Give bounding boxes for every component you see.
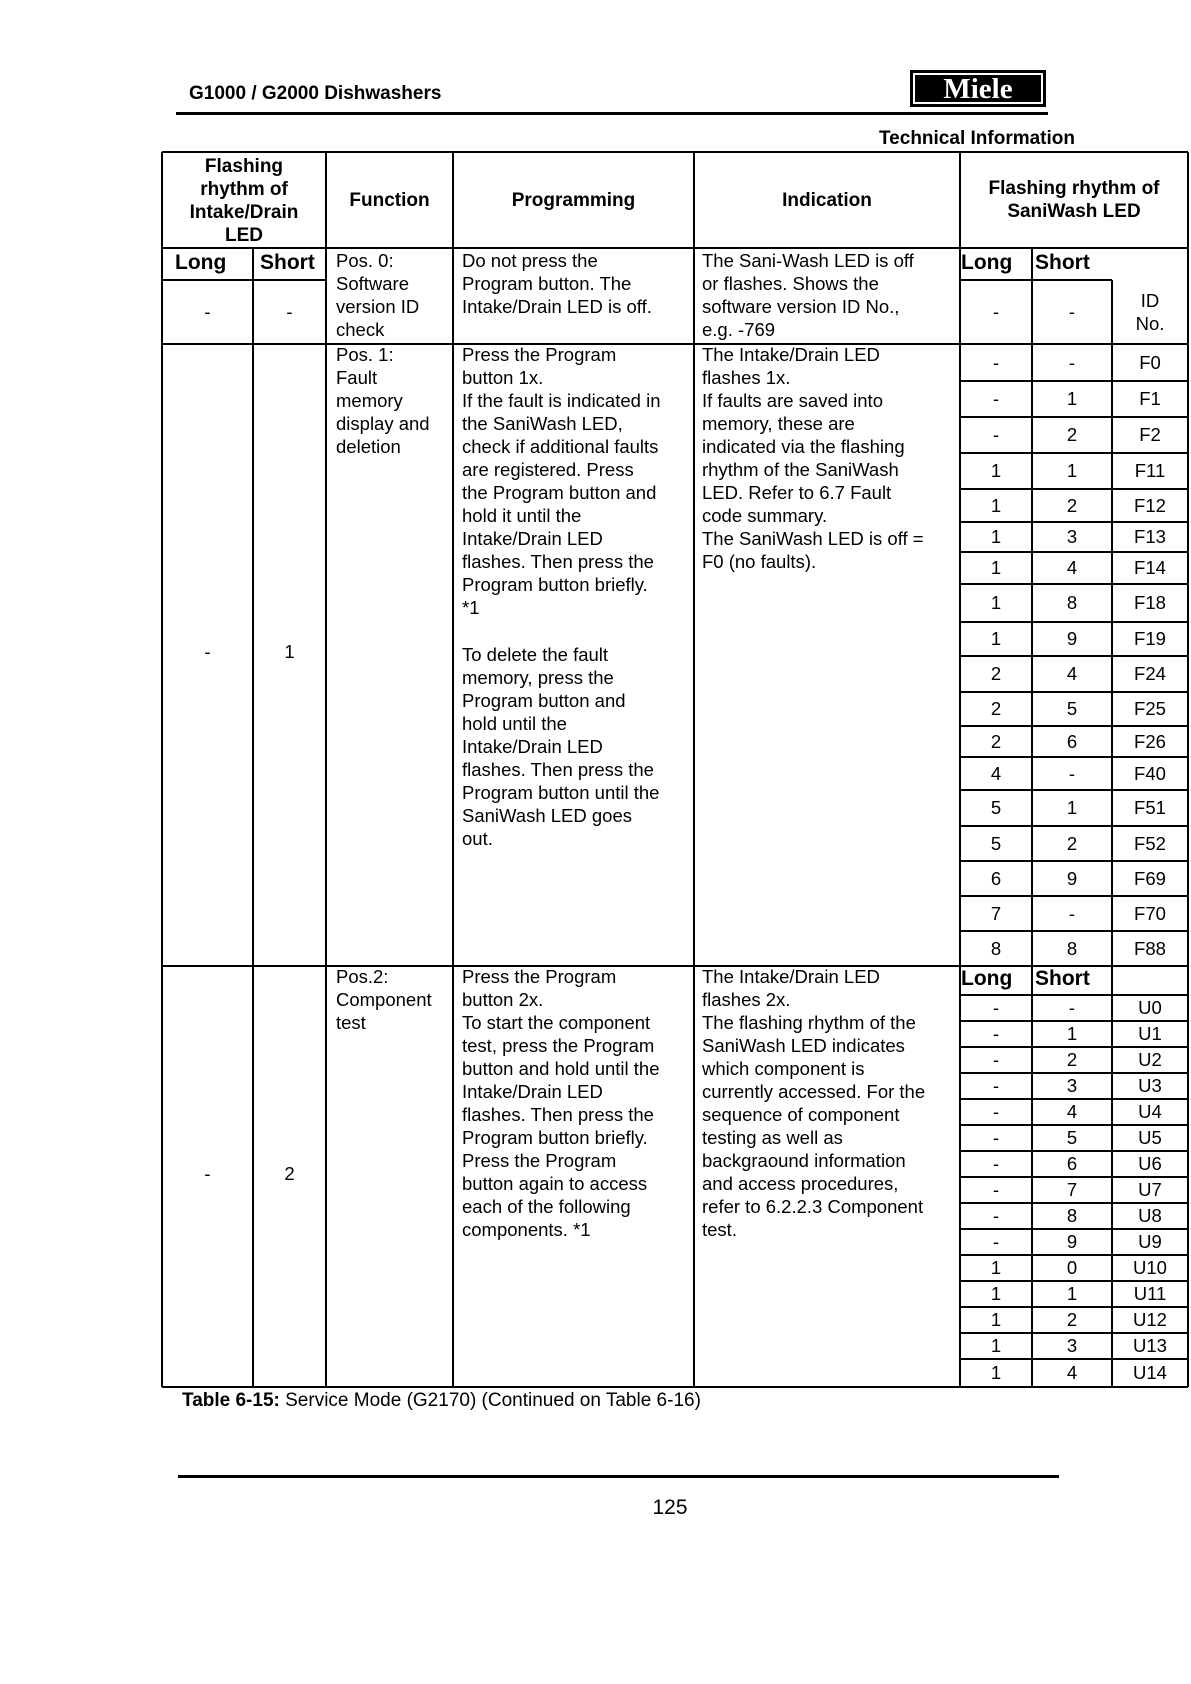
sani-code-row [960,1307,1188,1333]
sani-code-row [960,417,1188,453]
sani-short: - [1068,301,1076,322]
sani-long: 5 [990,797,1002,818]
sani-long: - [992,1049,1000,1070]
sani-short: - [1068,997,1076,1018]
row1-function: Pos. 1: Fault memory display and deletion [336,344,430,457]
sani-short: - [1068,351,1076,373]
sani-short: 9 [1066,628,1078,649]
sani-long: - [992,1101,1000,1122]
intake-sub-long: Long [175,251,227,274]
sani-long: 2 [990,663,1002,684]
caption-text: Service Mode (G2170) (Continued on Table 6-16) [279,1390,701,1411]
sani-short: 9 [1066,867,1078,889]
sani-long: - [992,388,1000,409]
sani-short: 3 [1066,1075,1078,1096]
sani-long: - [992,1153,1000,1174]
sani-short: 2 [1066,1049,1078,1070]
sani-code-row [960,931,1188,966]
sani-code: U6 [1138,1153,1162,1174]
page-number: 125 [652,1496,688,1519]
sani-long: 1 [990,526,1002,547]
sani-code: F26 [1134,730,1166,752]
sani-code-row [960,656,1188,692]
sani-code-row [960,1151,1188,1177]
sani-code: F2 [1139,424,1161,445]
sani-code: U5 [1138,1127,1162,1148]
sani-code-row [960,453,1188,489]
sani-code-row [960,280,1188,344]
sani-short: 4 [1066,663,1078,684]
sani-short: - [1068,902,1076,924]
sani-long: 2 [990,698,1002,719]
sani-code-row [960,1021,1188,1047]
sani-sub-short-2: Short [1035,967,1090,990]
row2-function: Pos.2: Component test [336,966,432,1033]
sani-code: F1 [1139,388,1161,409]
sani-code: F18 [1134,592,1166,613]
sani-short: 0 [1066,1257,1078,1278]
sani-code-row [960,896,1188,931]
row0-indication: The Sani-Wash LED is off or flashes. Shows the software version ID No., e.g. -769 [702,250,914,340]
sani-code-row [960,1047,1188,1073]
sani-code: F14 [1134,557,1166,578]
sani-long: 1 [990,628,1002,649]
row1-programming-delete: To delete the fault memory, press the Program button and hold until the Intake/Drain LED flashes. Then press the Program button until the SaniWash LED goes out. [462,644,660,849]
sani-long: 1 [990,557,1002,578]
row0-programming: Do not press the Program button. The Intake/Drain LED is off. [462,250,652,317]
sani-code: U2 [1138,1049,1162,1070]
table-caption [182,1390,701,1412]
sani-code: U10 [1133,1257,1167,1278]
sani-short: 1 [1066,388,1078,409]
sani-short: 9 [1066,1231,1078,1252]
sani-code-row [960,622,1188,656]
sani-long: 2 [990,730,1002,752]
sani-long: 4 [990,762,1002,784]
row2-indication: The Intake/Drain LED flashes 2x. The flashing rhythm of the SaniWash LED indicates which component is currently accessed. For the sequence of component testing as well as backgraound information and access procedures, refer to 6.2.2.3 Component test. [702,966,926,1240]
sani-code-row [960,757,1188,790]
sani-sub-long-2: Long [961,967,1013,990]
sani-code-row [960,1333,1188,1359]
sani-short: 4 [1066,1101,1078,1122]
sani-code: U7 [1138,1179,1162,1200]
sani-short: 6 [1066,1153,1078,1174]
sani-long: 1 [990,1309,1002,1330]
sani-code: F51 [1134,797,1166,818]
sani-code: U11 [1133,1283,1167,1304]
row1-indication: The Intake/Drain LED flashes 1x. If faults are saved into memory, these are indicated via the flashing rhythm of the SaniWash LED. Refer to 6.7 Fault code summary. The SaniWash LED is off = F0 (no faults). [702,344,924,572]
sani-code: F12 [1134,494,1166,516]
sani-short: 1 [1066,460,1078,481]
sani-code-row [960,1359,1188,1387]
col-header-intake-rhythm: Flashing rhythm of Intake/Drain LED [189,156,299,246]
sani-long: - [992,424,1000,445]
sani-code-row [960,1255,1188,1281]
row1-intake-long: - [204,641,211,662]
sani-short: 1 [1066,1283,1078,1304]
sani-long: 5 [990,832,1002,854]
sani-short: 4 [1066,1362,1078,1383]
sani-short: 8 [1066,937,1078,959]
sani-code: F11 [1134,460,1166,481]
sani-code-row [960,861,1188,896]
sani-code: U4 [1138,1101,1162,1122]
sani-long: - [992,1127,1000,1148]
sani-short: 6 [1066,730,1078,752]
sani-code-row [960,995,1188,1021]
sani-code: F13 [1134,526,1166,547]
sani-long: - [992,1179,1000,1200]
sani-long: 7 [990,902,1002,924]
sani-long: 1 [990,460,1002,481]
sani-code: U1 [1138,1023,1162,1044]
sani-code: F19 [1134,628,1166,649]
sani-code-row [960,726,1188,757]
sani-code-row [960,1281,1188,1307]
sani-code: F25 [1134,698,1166,719]
sani-code-row [960,826,1188,861]
sani-code: F70 [1134,902,1166,924]
sani-long: 1 [990,1335,1002,1356]
row2-programming: Press the Program button 2x. To start the component test, press the Program button and hold until the Intake/Drain LED flashes. Then press the Program button briefly. Press the Program button again to access each of the following components. *1 [462,966,660,1240]
sani-long: - [992,1231,1000,1252]
col-header-indication: Indication [782,189,872,211]
sani-long: 1 [990,1257,1002,1278]
sani-code: U8 [1138,1205,1162,1226]
sani-sub-long-1: Long [961,251,1013,274]
section-label: Technical Information [878,128,1075,149]
sani-code: U3 [1138,1075,1162,1096]
sani-long: 6 [990,867,1002,889]
document-title: G1000 / G2000 Dishwashers [189,83,442,104]
sani-short: 1 [1066,1023,1078,1044]
sani-short: 5 [1066,1127,1078,1148]
sani-code-row [960,344,1188,381]
caption-label: Table 6-15: [182,1390,280,1411]
sani-long: 1 [990,1283,1002,1304]
sani-code: U9 [1138,1231,1162,1252]
sani-code: F24 [1134,663,1166,684]
sani-short: 2 [1066,1309,1078,1330]
sani-long: 1 [990,1362,1002,1383]
sani-long: - [992,1205,1000,1226]
sani-short: 1 [1066,797,1078,818]
sani-code-row [960,1177,1188,1203]
sani-code-row [960,692,1188,726]
row1-programming: Press the Program button 1x. If the fault is indicated in the SaniWash LED, check if additional faults are registered. Press the Program button and hold it until the Intake/Drain LED flashes. Then press the Program button briefly. *1 [462,344,661,618]
sani-code-row [960,381,1188,417]
sani-short: 4 [1066,557,1078,578]
sani-code: F40 [1134,762,1166,784]
sani-long: - [992,1023,1000,1044]
sani-code: F69 [1134,867,1166,889]
sani-long: - [992,351,1000,373]
sani-short: 3 [1066,1335,1078,1356]
logo-text: Miele [943,73,1013,105]
sani-code: ID No. [1135,290,1165,334]
sani-code: U13 [1133,1335,1167,1356]
sani-code-row [960,1073,1188,1099]
col-header-saniwash-rhythm: Flashing rhythm of SaniWash LED [988,178,1160,222]
sani-short: 2 [1066,494,1078,516]
sani-short: 3 [1066,526,1078,547]
sani-short: 2 [1066,832,1078,854]
sani-code-row [960,1099,1188,1125]
sani-long: - [992,301,1000,322]
sani-short: 7 [1066,1179,1078,1200]
row2-intake-long: - [204,1163,211,1184]
sani-code: F88 [1134,937,1166,959]
sani-short: 8 [1066,592,1078,613]
col-header-programming: Programming [511,189,636,211]
footer-rule [178,1475,1059,1478]
sani-long: 8 [990,937,1002,959]
sani-long: - [992,997,1000,1018]
sani-short: 5 [1066,698,1078,719]
sani-code: U12 [1133,1309,1167,1330]
sani-long: 1 [990,494,1002,516]
sani-short: - [1068,762,1076,784]
sani-code-row [960,790,1188,826]
sani-long: - [992,1075,1000,1096]
sani-sub-short-1: Short [1035,251,1090,274]
sani-code-row [960,489,1188,522]
sani-code-row [960,552,1188,584]
row2-intake-short: 2 [284,1163,295,1184]
row1-intake-short: 1 [284,641,295,662]
sani-code: U0 [1138,997,1162,1018]
sani-short: 8 [1066,1205,1078,1226]
sani-code-row [960,584,1188,622]
row0-function: Pos. 0: Software version ID check [336,250,420,340]
sani-code-row [960,1229,1188,1255]
row0-intake-long: - [204,301,211,322]
sani-short: 2 [1066,424,1078,445]
intake-sub-short: Short [260,251,315,274]
row0-intake-short: - [286,301,293,322]
sani-code: F0 [1139,351,1161,373]
col-header-function: Function [349,189,430,211]
sani-code: U14 [1133,1362,1167,1383]
sani-code-row [960,1203,1188,1229]
sani-long: 1 [990,592,1002,613]
sani-code-row [960,522,1188,552]
sani-code-row [960,1125,1188,1151]
sani-code: F52 [1134,832,1166,854]
